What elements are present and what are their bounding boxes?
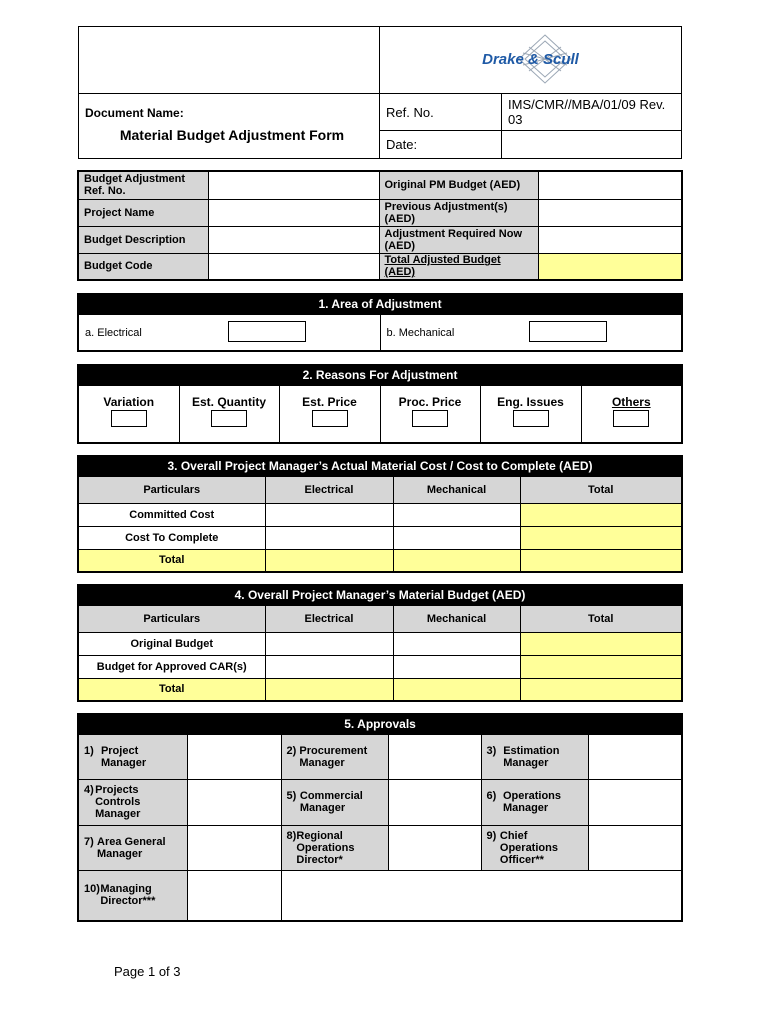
reason-label: Proc. Price — [398, 395, 462, 410]
table-row — [78, 503, 682, 526]
approver-label — [481, 779, 588, 825]
approver-label — [281, 734, 388, 779]
document-name-cell — [79, 94, 380, 159]
total-adjusted-field[interactable] — [538, 253, 682, 280]
project-name-field[interactable] — [208, 199, 379, 226]
cell-input[interactable] — [265, 655, 393, 678]
reason-checkbox[interactable] — [412, 410, 448, 427]
page-number: Page 1 of 3 — [114, 964, 181, 979]
cell-input[interactable] — [265, 632, 393, 655]
col-particulars: Particulars — [78, 476, 265, 503]
reason-checkbox[interactable] — [513, 410, 549, 427]
col-mechanical: Mechanical — [393, 476, 520, 503]
approver-role: Procurement Manager — [299, 744, 368, 769]
cell-total[interactable] — [393, 549, 520, 572]
approver-signature[interactable] — [388, 734, 481, 779]
approver-signature[interactable] — [588, 825, 682, 870]
approver-signature[interactable] — [187, 825, 281, 870]
date-field[interactable] — [502, 131, 682, 159]
approvals-table — [77, 713, 683, 922]
reason-proc-price — [380, 385, 480, 443]
approver-role: Regional Operations Director* — [296, 829, 355, 866]
approver-num: 6) — [486, 790, 497, 802]
col-particulars: Particulars — [78, 605, 265, 632]
approver-role: Commercial Manager — [299, 790, 363, 814]
col-electrical: Electrical — [265, 605, 393, 632]
reasons-row — [78, 385, 682, 443]
section3-title: 3. Overall Project Manager’s Actual Material Cost / Cost to Complete (AED) — [78, 456, 682, 476]
budget-description-label: Budget Description — [78, 226, 208, 253]
budget-code-field[interactable] — [208, 253, 379, 280]
material-budget-table — [77, 584, 683, 702]
reason-checkbox[interactable] — [211, 410, 247, 427]
row-cost-to-complete: Cost To Complete — [78, 526, 265, 549]
reason-eng-issues — [480, 385, 581, 443]
cell-total[interactable] — [520, 503, 682, 526]
budget-ref-label: Budget Adjustment Ref. No. — [78, 171, 208, 199]
adjustment-required-label: Adjustment Required Now (AED) — [379, 226, 538, 253]
info-table — [77, 170, 683, 281]
section5-title: 5. Approvals — [78, 714, 682, 734]
reason-checkbox[interactable] — [312, 410, 348, 427]
reason-est-price — [279, 385, 380, 443]
electrical-cell — [78, 314, 380, 351]
original-pm-budget-field[interactable] — [538, 171, 682, 199]
col-electrical: Electrical — [265, 476, 393, 503]
table-row — [78, 655, 682, 678]
section2-title: 2. Reasons For Adjustment — [78, 365, 682, 385]
approver-label — [78, 779, 187, 825]
ref-no-label: Ref. No. — [380, 94, 502, 131]
reason-label: Variation — [103, 395, 155, 410]
approver-role: Project Manager — [100, 744, 147, 769]
approver-num: 5) — [286, 790, 297, 802]
area-of-adjustment-table — [77, 293, 683, 352]
cell-input[interactable] — [265, 503, 393, 526]
approver-label — [481, 734, 588, 779]
cell-total[interactable] — [520, 632, 682, 655]
table-row — [78, 632, 682, 655]
row-budget-approved-car: Budget for Approved CAR(s) — [78, 655, 265, 678]
mechanical-label: b. Mechanical — [386, 327, 455, 340]
approver-label — [281, 779, 388, 825]
cell-input[interactable] — [265, 526, 393, 549]
budget-code-label: Budget Code — [78, 253, 208, 280]
approver-role: Area General Manager — [97, 835, 166, 860]
document-title: Material Budget Adjustment Form — [119, 127, 345, 143]
approvals-blank-cell — [281, 870, 682, 921]
budget-ref-field[interactable] — [208, 171, 379, 199]
reason-label: Eng. Issues — [497, 395, 564, 410]
document-name-label: Document Name: — [85, 106, 184, 120]
table-row — [78, 678, 682, 701]
approver-role: Estimation Manager — [503, 744, 560, 769]
section4-header-row — [78, 605, 682, 632]
logo-cell — [380, 27, 682, 94]
header-blank-cell — [79, 27, 380, 94]
approver-signature[interactable] — [388, 779, 481, 825]
section3-header-row — [78, 476, 682, 503]
approver-signature[interactable] — [187, 779, 281, 825]
reasons-table — [77, 364, 683, 444]
section1-title: 1. Area of Adjustment — [78, 294, 682, 314]
approver-label — [78, 734, 187, 779]
approver-num: 10) — [84, 883, 100, 896]
reason-checkbox[interactable] — [613, 410, 649, 427]
total-adjusted-label: Total Adjusted Budget (AED) — [379, 253, 538, 280]
reason-label: Others — [611, 395, 651, 410]
approver-num: 8) — [286, 829, 297, 842]
approver-label — [481, 825, 588, 870]
reason-est-quantity — [179, 385, 279, 443]
reason-variation — [78, 385, 179, 443]
cell-total[interactable] — [520, 655, 682, 678]
row-total: Total — [78, 678, 265, 701]
cell-total[interactable] — [520, 678, 682, 701]
approver-signature[interactable] — [388, 825, 481, 870]
mechanical-checkbox[interactable] — [529, 321, 607, 342]
approver-num: 2) — [286, 744, 297, 757]
mechanical-cell — [380, 314, 682, 351]
reason-label: Est. Quantity — [191, 395, 266, 410]
approver-role: Managing Director*** — [100, 883, 156, 908]
electrical-label: a. Electrical — [85, 327, 142, 340]
section4-title: 4. Overall Project Manager’s Material Budget (AED) — [78, 585, 682, 605]
previous-adjustments-label: Previous Adjustment(s) (AED) — [379, 199, 538, 226]
approver-num: 4) — [84, 784, 94, 796]
logo-text: Drake & Scull — [482, 51, 579, 68]
approver-label — [78, 870, 187, 921]
cell-total[interactable] — [265, 678, 393, 701]
cell-input[interactable] — [393, 632, 520, 655]
col-total: Total — [520, 605, 682, 632]
ref-no-value: IMS/CMR//MBA/01/09 Rev. 03 — [502, 94, 682, 131]
approver-num: 7) — [84, 835, 94, 848]
adjustment-required-field[interactable] — [538, 226, 682, 253]
reason-others — [581, 385, 682, 443]
approver-num: 3) — [486, 744, 497, 757]
electrical-checkbox[interactable] — [228, 321, 306, 342]
row-committed-cost: Committed Cost — [78, 503, 265, 526]
cell-input[interactable] — [393, 526, 520, 549]
actual-cost-table — [77, 455, 683, 573]
header-table — [78, 26, 682, 159]
table-row — [78, 526, 682, 549]
col-mechanical: Mechanical — [393, 605, 520, 632]
approver-num: 9) — [486, 829, 497, 842]
approver-num: 1) — [84, 744, 94, 757]
date-label: Date: — [380, 131, 502, 159]
cell-input[interactable] — [393, 655, 520, 678]
budget-description-field[interactable] — [208, 226, 379, 253]
approver-signature[interactable] — [588, 779, 682, 825]
previous-adjustments-field[interactable] — [538, 199, 682, 226]
reason-label: Est. Price — [302, 395, 357, 410]
approver-signature[interactable] — [588, 734, 682, 779]
row-total: Total — [78, 549, 265, 572]
cell-input[interactable] — [393, 503, 520, 526]
original-pm-budget-label: Original PM Budget (AED) — [379, 171, 538, 199]
approver-role: Projects Controls Manager — [95, 784, 141, 820]
row-original-budget: Original Budget — [78, 632, 265, 655]
approver-role: Chief Operations Officer** — [499, 829, 558, 866]
approver-signature[interactable] — [187, 870, 281, 921]
approver-label — [78, 825, 187, 870]
project-name-label: Project Name — [78, 199, 208, 226]
reason-checkbox[interactable] — [111, 410, 147, 427]
approver-signature[interactable] — [187, 734, 281, 779]
cell-total[interactable] — [520, 549, 682, 572]
cell-total[interactable] — [520, 526, 682, 549]
approver-role: Operations Manager — [502, 790, 562, 814]
cell-total[interactable] — [393, 678, 520, 701]
col-total: Total — [520, 476, 682, 503]
approver-label — [281, 825, 388, 870]
table-row — [78, 549, 682, 572]
cell-total[interactable] — [265, 549, 393, 572]
